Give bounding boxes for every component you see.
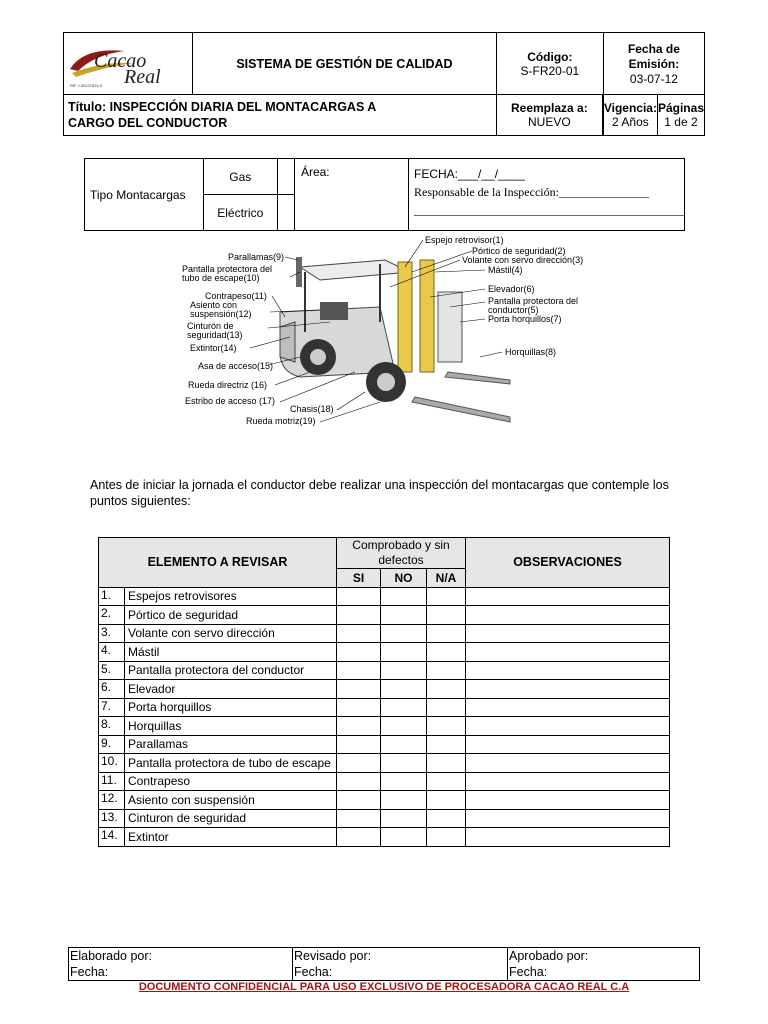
observation-field[interactable] bbox=[466, 661, 670, 680]
col-observations: OBSERVACIONES bbox=[466, 538, 670, 588]
na-checkbox[interactable] bbox=[427, 735, 466, 754]
no-checkbox[interactable] bbox=[381, 754, 427, 773]
type-gas: Gas bbox=[203, 159, 278, 195]
checklist-row bbox=[99, 587, 670, 606]
no-checkbox[interactable] bbox=[381, 624, 427, 643]
row-number: 1. bbox=[99, 587, 125, 606]
row-number: 10. bbox=[99, 754, 125, 773]
na-checkbox[interactable] bbox=[427, 791, 466, 810]
row-number: 7. bbox=[99, 698, 125, 717]
approved-cell[interactable] bbox=[508, 948, 700, 981]
row-item: Elevador bbox=[125, 680, 337, 699]
label-driver-guard: Pantalla protectora del conductor(5) bbox=[488, 296, 579, 315]
label-mirror: Espejo retrovisor(1) bbox=[425, 235, 504, 245]
si-checkbox[interactable] bbox=[337, 754, 381, 773]
observation-field[interactable] bbox=[466, 828, 670, 847]
row-number: 12. bbox=[99, 791, 125, 810]
row-number: 6. bbox=[99, 680, 125, 699]
row-item: Espejos retrovisores bbox=[125, 587, 337, 606]
svg-text:RIF J-30137816-0: RIF J-30137816-0 bbox=[70, 83, 103, 88]
checklist-row bbox=[99, 661, 670, 680]
no-checkbox[interactable] bbox=[381, 698, 427, 717]
label-lift: Elevador(6) bbox=[488, 284, 535, 294]
electric-checkbox[interactable] bbox=[278, 195, 295, 231]
row-number: 4. bbox=[99, 643, 125, 662]
checklist-row bbox=[99, 606, 670, 625]
observation-field[interactable] bbox=[466, 587, 670, 606]
observation-field[interactable] bbox=[466, 624, 670, 643]
forklift-type-table bbox=[84, 158, 685, 231]
label-fork-carriage: Porta horquillos(7) bbox=[488, 314, 562, 324]
col-na: N/A bbox=[427, 569, 466, 588]
date-responsible-cell bbox=[409, 159, 685, 231]
no-checkbox[interactable] bbox=[381, 680, 427, 699]
checklist-row bbox=[99, 680, 670, 699]
observation-field[interactable] bbox=[466, 791, 670, 810]
svg-text:Cacao: Cacao bbox=[94, 50, 147, 72]
observation-field[interactable] bbox=[466, 754, 670, 773]
validity-value: 2 Años bbox=[612, 115, 649, 129]
label-counterweight: Contrapeso(11) bbox=[205, 291, 267, 301]
approved-date-label: Fecha: bbox=[509, 965, 548, 979]
type-label: Tipo Montacargas bbox=[85, 159, 204, 231]
label-flame-arrester: Parallamas(9) bbox=[228, 252, 285, 262]
si-checkbox[interactable] bbox=[337, 698, 381, 717]
na-checkbox[interactable] bbox=[427, 643, 466, 662]
type-electric: Eléctrico bbox=[203, 195, 278, 231]
no-checkbox[interactable] bbox=[381, 661, 427, 680]
label-extinguisher: Extintor(14) bbox=[190, 343, 237, 353]
row-number: 9. bbox=[99, 735, 125, 754]
validity-pages-cell bbox=[603, 95, 704, 136]
prepared-label: Elaborado por: bbox=[70, 949, 153, 963]
no-checkbox[interactable] bbox=[381, 717, 427, 736]
no-checkbox[interactable] bbox=[381, 828, 427, 847]
si-checkbox[interactable] bbox=[337, 717, 381, 736]
row-number: 14. bbox=[99, 828, 125, 847]
observation-field[interactable] bbox=[466, 735, 670, 754]
checklist-row bbox=[99, 698, 670, 717]
checklist-row bbox=[99, 717, 670, 736]
na-checkbox[interactable] bbox=[427, 661, 466, 680]
si-checkbox[interactable] bbox=[337, 680, 381, 699]
no-checkbox[interactable] bbox=[381, 735, 427, 754]
row-number: 11. bbox=[99, 772, 125, 791]
si-checkbox[interactable] bbox=[337, 587, 381, 606]
na-checkbox[interactable] bbox=[427, 698, 466, 717]
na-checkbox[interactable] bbox=[427, 624, 466, 643]
row-number: 3. bbox=[99, 624, 125, 643]
label-overhead-guard: Pórtico de seguridad(2) bbox=[472, 246, 566, 256]
observation-field[interactable] bbox=[466, 809, 670, 828]
company-logo bbox=[64, 33, 193, 95]
row-item: Contrapeso bbox=[125, 772, 337, 791]
system-title: SISTEMA DE GESTIÓN DE CALIDAD bbox=[193, 33, 497, 95]
replaces-cell bbox=[496, 95, 603, 136]
approval-footer bbox=[68, 947, 700, 981]
inspection-checklist bbox=[98, 537, 670, 847]
si-checkbox[interactable] bbox=[337, 624, 381, 643]
row-item: Mástil bbox=[125, 643, 337, 662]
label-chassis: Chasis(18) bbox=[290, 404, 334, 414]
label-access-step: Estribo de acceso (17) bbox=[185, 396, 276, 406]
document-header bbox=[63, 32, 705, 136]
reviewed-label: Revisado por: bbox=[294, 949, 372, 963]
na-checkbox[interactable] bbox=[427, 587, 466, 606]
row-item: Cinturon de seguridad bbox=[125, 809, 337, 828]
observation-field[interactable] bbox=[466, 680, 670, 699]
row-item: Volante con servo dirección bbox=[125, 624, 337, 643]
na-checkbox[interactable] bbox=[427, 754, 466, 773]
label-exhaust-guard: Pantalla protectora del tubo de escape(10) bbox=[182, 264, 273, 283]
na-checkbox[interactable] bbox=[427, 772, 466, 791]
si-checkbox[interactable] bbox=[337, 791, 381, 810]
na-checkbox[interactable] bbox=[427, 809, 466, 828]
checklist-row bbox=[99, 809, 670, 828]
row-item: Extintor bbox=[125, 828, 337, 847]
validity-label: Vigencia: bbox=[603, 101, 657, 115]
approved-label: Aprobado por: bbox=[509, 949, 589, 963]
issue-cell bbox=[603, 33, 704, 95]
no-checkbox[interactable] bbox=[381, 809, 427, 828]
prepared-date-label: Fecha: bbox=[70, 965, 109, 979]
row-item: Pantalla protectora de tubo de escape bbox=[125, 754, 337, 773]
row-item: Horquillas bbox=[125, 717, 337, 736]
checklist-row bbox=[99, 828, 670, 847]
col-si: SI bbox=[337, 569, 381, 588]
label-steering-wheel: Rueda directriz (16) bbox=[188, 380, 268, 390]
pages-value: 1 de 2 bbox=[664, 115, 698, 129]
si-checkbox[interactable] bbox=[337, 772, 381, 791]
si-checkbox[interactable] bbox=[337, 606, 381, 625]
pages-label: Páginas bbox=[657, 101, 704, 115]
code-value: S-FR20-01 bbox=[520, 63, 580, 78]
row-number: 8. bbox=[99, 717, 125, 736]
col-checked: Comprobado y sin defectos bbox=[337, 538, 466, 569]
reviewed-cell[interactable] bbox=[293, 948, 508, 981]
area-field[interactable]: Área: bbox=[294, 159, 408, 231]
label-seat-belt: Cinturón de seguridad(13) bbox=[187, 321, 243, 340]
na-checkbox[interactable] bbox=[427, 606, 466, 625]
checklist-row bbox=[99, 643, 670, 662]
na-checkbox[interactable] bbox=[427, 717, 466, 736]
observation-field[interactable] bbox=[466, 606, 670, 625]
si-checkbox[interactable] bbox=[337, 661, 381, 680]
checklist-row bbox=[99, 791, 670, 810]
responsible-line: _____________________________________________ bbox=[414, 203, 684, 217]
na-checkbox[interactable] bbox=[427, 828, 466, 847]
no-checkbox[interactable] bbox=[381, 772, 427, 791]
reviewed-date-label: Fecha: bbox=[294, 965, 333, 979]
row-item: Pórtico de seguridad bbox=[125, 606, 337, 625]
confidential-notice: DOCUMENTO CONFIDENCIAL PARA USO EXCLUSIVO DE PROCESADORA CACAO REAL C.A bbox=[138, 981, 630, 993]
si-checkbox[interactable] bbox=[337, 828, 381, 847]
row-item: Parallamas bbox=[125, 735, 337, 754]
code-label: Código: bbox=[527, 49, 573, 64]
cacao-real-logo-icon bbox=[64, 33, 192, 91]
replaces-label: Reemplaza a: bbox=[511, 101, 588, 115]
col-element: ELEMENTO A REVISAR bbox=[99, 538, 337, 588]
observation-field[interactable] bbox=[466, 772, 670, 791]
label-access-handle: Asa de acceso(15) bbox=[198, 361, 274, 371]
row-number: 2. bbox=[99, 606, 125, 625]
row-item: Porta horquillos bbox=[125, 698, 337, 717]
date-field[interactable]: FECHA:___/__/____ bbox=[414, 167, 525, 181]
label-power-steering: Volante con servo dirección(3) bbox=[462, 255, 584, 265]
checklist-body bbox=[99, 587, 670, 846]
document-title: Título: INSPECCIÓN DIARIA DEL MONTACARGAS A CARGO DEL CONDUCTOR bbox=[64, 95, 497, 136]
replaces-value: NUEVO bbox=[528, 115, 571, 129]
row-item: Asiento con suspensión bbox=[125, 791, 337, 810]
no-checkbox[interactable] bbox=[381, 587, 427, 606]
checklist-row bbox=[99, 735, 670, 754]
si-checkbox[interactable] bbox=[337, 643, 381, 662]
si-checkbox[interactable] bbox=[337, 735, 381, 754]
checklist-row bbox=[99, 754, 670, 773]
forklift-diagram bbox=[180, 232, 590, 430]
row-number: 5. bbox=[99, 661, 125, 680]
issue-value: 03-07-12 bbox=[629, 71, 678, 86]
code-cell bbox=[496, 33, 603, 95]
observation-field[interactable] bbox=[466, 698, 670, 717]
gas-checkbox[interactable] bbox=[278, 159, 295, 195]
observation-field[interactable] bbox=[466, 643, 670, 662]
no-checkbox[interactable] bbox=[381, 606, 427, 625]
responsible-field[interactable]: Responsable de la Inspección:_______________ bbox=[414, 185, 649, 199]
checklist-row bbox=[99, 772, 670, 791]
col-no: NO bbox=[381, 569, 427, 588]
no-checkbox[interactable] bbox=[381, 791, 427, 810]
checklist-row bbox=[99, 624, 670, 643]
row-number: 13. bbox=[99, 809, 125, 828]
label-suspension-seat: Asiento con suspensión(12) bbox=[190, 300, 252, 319]
observation-field[interactable] bbox=[466, 717, 670, 736]
svg-text:Real: Real bbox=[124, 66, 161, 88]
label-mast: Mástil(4) bbox=[488, 265, 523, 275]
row-item: Pantalla protectora del conductor bbox=[125, 661, 337, 680]
intro-text: Antes de iniciar la jornada el conductor debe realizar una inspección del montacargas que contemple los puntos siguientes: bbox=[90, 478, 669, 508]
label-forks: Horquillas(8) bbox=[505, 347, 557, 357]
prepared-cell[interactable] bbox=[69, 948, 293, 981]
si-checkbox[interactable] bbox=[337, 809, 381, 828]
label-drive-wheel: Rueda motriz(19) bbox=[246, 416, 316, 426]
no-checkbox[interactable] bbox=[381, 643, 427, 662]
na-checkbox[interactable] bbox=[427, 680, 466, 699]
issue-label: Fecha de Emisión: bbox=[627, 41, 680, 71]
